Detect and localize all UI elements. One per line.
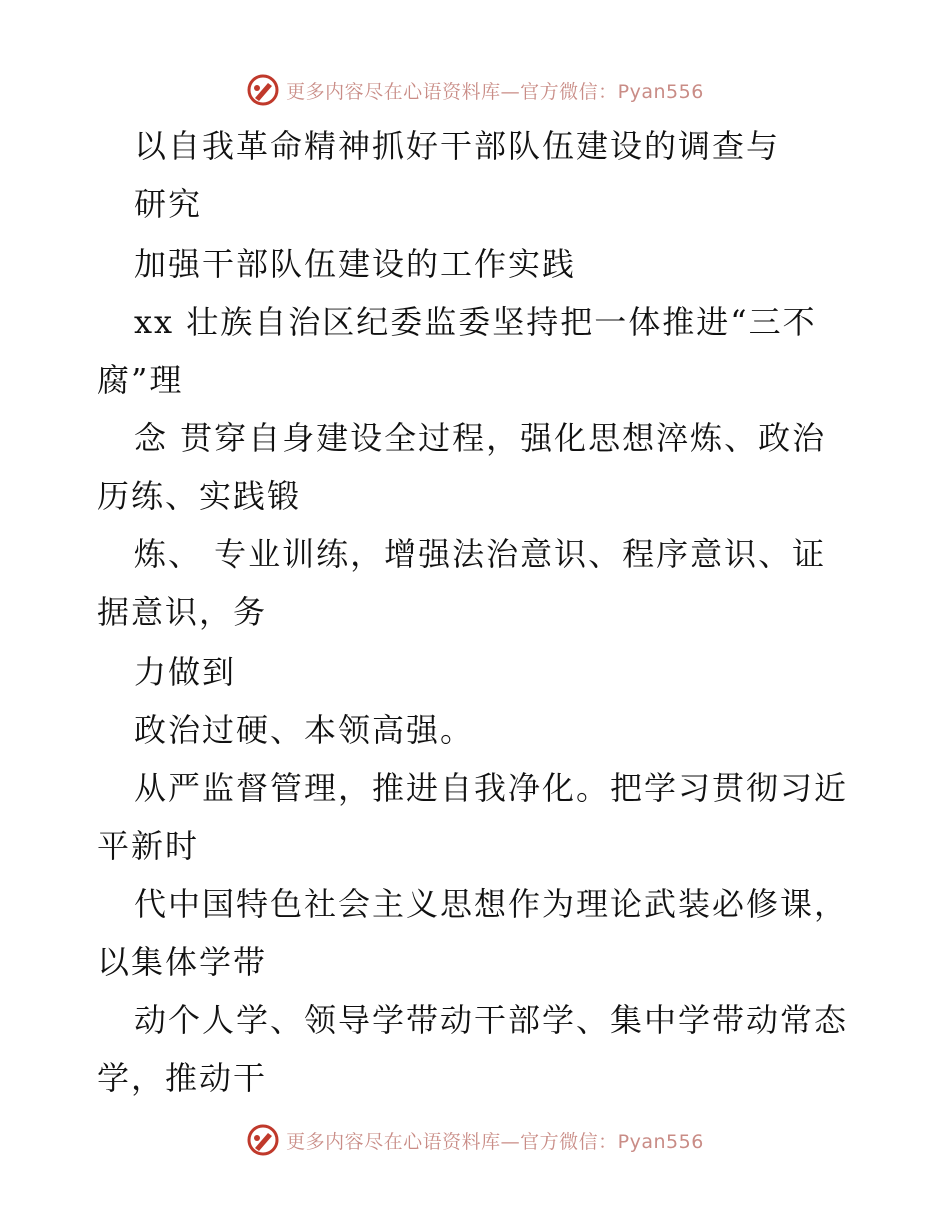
body-line: 代中国特色社会主义思想作为理论武装必修课， — [134, 885, 849, 923]
body-line: xx 壮族自治区纪委监委坚持把一体推进“三不 — [134, 303, 817, 341]
footer-watermark-banner — [0, 1120, 950, 1160]
pen-circle-logo-icon — [246, 73, 280, 107]
body-line: 历练、实践锻 — [97, 477, 302, 515]
body-line: 平新时 — [97, 827, 200, 865]
body-line: 加强干部队伍建设的工作实践 — [134, 245, 577, 283]
header-watermark-banner — [0, 70, 950, 110]
header-watermark-text: 更多内容尽在心语资料库—官方微信：Pyan556 — [286, 80, 704, 103]
body-line: 据意识，务 — [97, 593, 268, 631]
body-line: 力做到 — [134, 653, 237, 691]
body-line: 腐”理 — [97, 361, 184, 399]
body-line: 从严监督管理，推进自我净化。把学习贯彻习近 — [134, 769, 849, 807]
body-line: 以自我革命精神抓好干部队伍建设的调查与 — [134, 127, 781, 165]
footer-watermark-text: 更多内容尽在心语资料库—官方微信：Pyan556 — [286, 1130, 704, 1153]
body-line: 政治过硬、本领高强。 — [134, 711, 475, 749]
body-line: 以集体学带 — [97, 943, 268, 981]
body-line: 学，推动干 — [97, 1059, 268, 1097]
body-line: 动个人学、领导学带动干部学、集中学带动常态 — [134, 1001, 849, 1039]
body-line: 念 贯穿自身建设全过程，强化思想淬炼、政治 — [134, 419, 827, 457]
body-line: 研究 — [134, 185, 203, 223]
body-line: 炼、 专业训练，增强法治意识、程序意识、证 — [134, 535, 827, 573]
pen-circle-logo-icon — [246, 1123, 280, 1157]
